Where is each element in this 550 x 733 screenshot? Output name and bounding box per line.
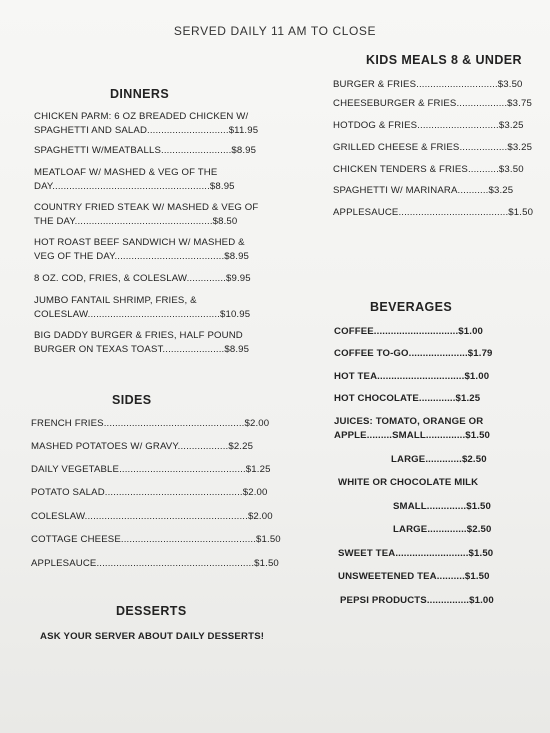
beverage-item: COFFEE..............................$1.00 <box>334 326 484 337</box>
beverage-item: APPLE.........SMALL..............$1.50 <box>334 430 491 441</box>
beverage-item: JUICES: TOMATO, ORANGE OR <box>334 416 484 427</box>
menu-header: SERVED DAILY 11 AM TO CLOSE <box>173 24 377 38</box>
beverage-item: PEPSI PRODUCTS...............$1.00 <box>340 595 494 606</box>
desserts-title: DESSERTS <box>116 604 187 618</box>
beverage-item: UNSWEETENED TEA..........$1.50 <box>338 571 490 582</box>
kids-item: CHEESEBURGER & FRIES..................$3.75 <box>333 98 532 109</box>
dinner-item: JUMBO FANTAIL SHRIMP, FRIES, & COLESLAW...............................................$10.95 <box>34 295 251 320</box>
beverage-item: COFFEE TO-GO.....................$1.79 <box>334 348 493 359</box>
side-item: COTTAGE CHEESE................................................$1.50 <box>31 534 281 545</box>
side-item: POTATO SALAD.................................................$2.00 <box>31 487 268 498</box>
side-item: DAILY VEGETABLE.............................................$1.25 <box>31 464 271 475</box>
side-item: FRENCH FRIES..................................................$2.00 <box>31 418 270 429</box>
beverage-item: LARGE..............$2.50 <box>393 524 492 535</box>
kids-item: SPAGHETTI W/ MARINARA...........$3.25 <box>333 185 514 196</box>
beverage-item: LARGE.............$2.50 <box>391 454 487 465</box>
kids-title: KIDS MEALS 8 & UNDER <box>366 53 522 67</box>
kids-item: APPLESAUCE.......................................$1.50 <box>333 207 534 218</box>
dinner-item: HOT ROAST BEEF SANDWICH W/ MASHED & VEG OF THE DAY.......................................$8.95 <box>34 237 250 262</box>
dinner-item: COUNTRY FRIED STEAK W/ MASHED & VEG OF THE DAY.................................................$8.50 <box>34 202 259 227</box>
beverage-item: SWEET TEA..........................$1.50 <box>338 548 494 559</box>
sides-title: SIDES <box>112 393 152 407</box>
beverages-title: BEVERAGES <box>370 300 453 314</box>
kids-item: CHICKEN TENDERS & FRIES...........$3.50 <box>333 164 524 175</box>
kids-item: BURGER & FRIES.............................$3.50 <box>333 79 523 90</box>
beverage-item: SMALL..............$1.50 <box>393 501 491 512</box>
dinner-item: BIG DADDY BURGER & FRIES, HALF POUND BURGER ON TEXAS TOAST......................$8.95 <box>34 330 250 355</box>
side-item: MASHED POTATOES W/ GRAVY..................$2.25 <box>31 441 254 452</box>
dinner-item: SPAGHETTI W/MEATBALLS.........................$8.95 <box>34 145 257 156</box>
kids-item: HOTDOG & FRIES.............................$3.25 <box>333 120 524 131</box>
dinner-item: CHICKEN PARM: 6 OZ BREADED CHICKEN W/ SPAGHETTI AND SALAD.............................$11.95 <box>34 111 259 136</box>
dinner-item: MEATLOAF W/ MASHED & VEG OF THE DAY........................................................$8.95 <box>34 167 235 192</box>
beverage-item: WHITE OR CHOCOLATE MILK <box>338 477 479 488</box>
beverage-item: HOT TEA...............................$1.00 <box>334 371 490 382</box>
dinner-item: 8 OZ. COD, FRIES, & COLESLAW..............$9.95 <box>34 273 251 284</box>
dinners-title: DINNERS <box>110 87 170 101</box>
beverage-item: HOT CHOCOLATE.............$1.25 <box>334 393 481 404</box>
side-item: COLESLAW..........................................................$2.00 <box>31 511 273 522</box>
desserts-note: ASK YOUR SERVER ABOUT DAILY DESSERTS! <box>40 631 265 642</box>
kids-item: GRILLED CHEESE & FRIES.................$3.25 <box>333 142 533 153</box>
side-item: APPLESAUCE........................................................$1.50 <box>31 558 279 569</box>
